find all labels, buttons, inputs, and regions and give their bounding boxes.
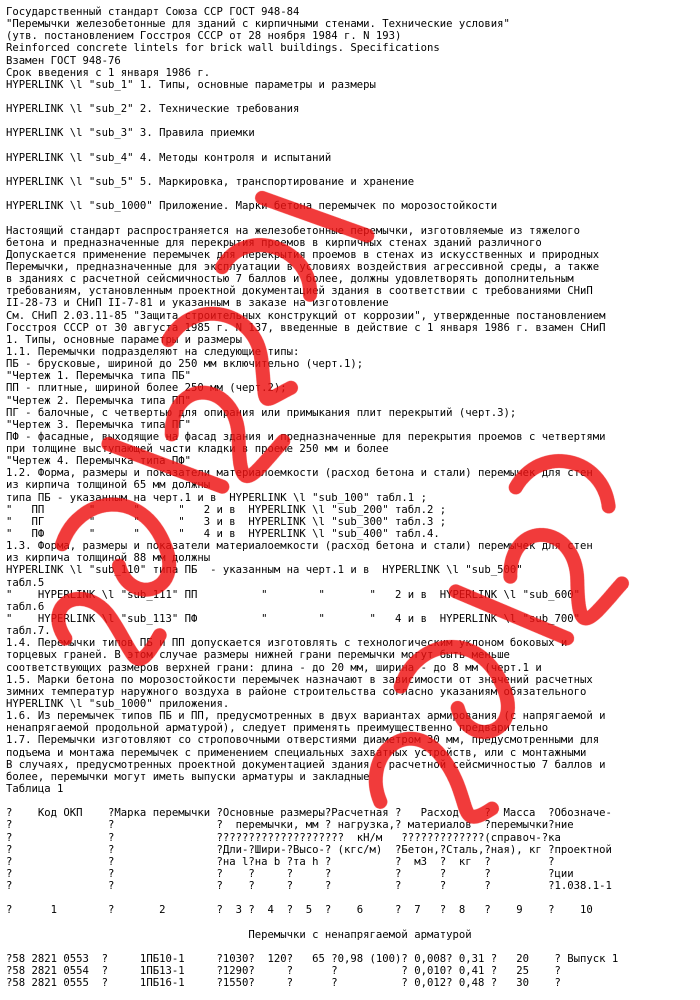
document-line: HYPERLINK \l "sub_1" 1. Типы, основные параметры и размеры <box>6 78 376 91</box>
document-line: Государственный стандарт Союза ССР ГОСТ 948-84 <box>6 6 300 18</box>
document-line: " HYPERLINK \l "sub_113" ПФ " " " 4 и в HYPERLINK \l "sub_700" <box>6 613 581 626</box>
document-line: ПП - плитные, шириной более 250 мм (черт.2); <box>6 382 287 395</box>
document-line: требованиям, установленным проектной документацией здания в соответствии с требованиями СНиП <box>6 285 593 298</box>
document-line: HYPERLINK \l "sub_5" 5. Маркировка, транспортирование и хранение <box>6 175 415 188</box>
document-line: HYPERLINK \l "sub_4" 4. Методы контроля и испытаний <box>6 151 332 164</box>
document-line: HYPERLINK \l "sub_1000" Приложение. Марки бетона перемычек по морозостойкости <box>6 200 498 213</box>
document-line: ? 1 ? 2 ? 3 ? 4 ? 5 ? 6 ? 7 ? 8 ? 9 ? 10 <box>6 904 593 917</box>
document-line: 1.6. Из перемычек типов ПБ и ПП, предусмотренных в двух вариантах армирования (с напрягаемой и <box>6 710 606 723</box>
document-line: "Чертеж 3. Перемычка типа ПГ" <box>6 418 191 431</box>
document-line: ? ? ? ? ? ? ? ? ? ?1.038.1-1 <box>6 880 612 893</box>
document-line: более, перемычки могут иметь выпуски арматуры и закладные <box>6 770 370 783</box>
document-line: (утв. постановлением Госстроя СССР от 28 ноября 1984 г. N 193) <box>6 30 402 43</box>
document-line <box>6 91 696 103</box>
document-line <box>6 212 696 224</box>
document-line: из кирпича толщиной 88 мм должны <box>6 552 211 565</box>
document-line <box>6 188 696 200</box>
document-line <box>6 941 696 953</box>
document-line: табл.5 <box>6 576 45 589</box>
document-line: ? ? ? ? ? ? ? ? ? ?ции <box>6 867 574 880</box>
document-line <box>6 115 696 127</box>
document-line <box>6 795 696 807</box>
document-line: Госстроя СССР от 30 августа 1985 г. N 137, введенные в действие с 1 января 1986 г. взамен СНиП <box>6 321 606 334</box>
document-line: ? ? ???????????????????? кН/м ?????????????(справоч-?ка <box>6 831 561 844</box>
document-line: 1.7. Перемычки изготовляют со строповочными отверстиями диаметром 30 мм, предусмотренными для <box>6 734 600 747</box>
document-line: " ПП " " " 2 и в HYPERLINK \l "sub_200" табл.2 ; <box>6 503 447 516</box>
document-line: 1.4. Перемычки типов ПБ и ПП допускается изготовлять с технологическим уклоном боковых и <box>6 637 568 650</box>
document-line <box>6 917 696 929</box>
document-line: Reinforced concrete lintels for brick wall buildings. Specifications <box>6 42 440 55</box>
document-line: 1.3. Форма, размеры и показатели материалоемкости (расход бетона и стали) перемычек для стен <box>6 540 593 553</box>
document-line: ? ? ?на l?на b ?та h ? ? м3 ? кг ? ? <box>6 855 555 868</box>
document-line <box>6 164 696 176</box>
document-line: "Перемычки железобетонные для зданий с кирпичными стенами. Технические условия" <box>6 18 510 31</box>
document-line: 1.2. Форма, размеры и показатели материалоемкости (расход бетона и стали) перемычек для стен <box>6 467 593 480</box>
document-line: ?58 2821 0555 ? 1ПБ16-1 ?1550? ? ? ? 0,012? 0,48 ? 30 ? <box>6 977 561 990</box>
document-line: " ПГ " " " 3 и в HYPERLINK \l "sub_300" табл.3 ; <box>6 515 447 528</box>
document-line: ? ? ?Дли-?Шири-?Высо-? (кгс/м) ?Бетон,?Сталь,?ная), кг ?проектной <box>6 843 612 856</box>
document-line <box>6 140 696 152</box>
document-line: бетона и предназначенные для перекрытия проемов в кирпичных стенах зданий различного <box>6 236 542 249</box>
document-line: II-28-73 и СНиП II-7-81 и указанным в заказе на изготовление <box>6 297 389 310</box>
document-line: Настоящий стандарт распространяется на железобетонные перемычки, изготовляемые из тяжелого <box>6 224 581 237</box>
document-line: при толщине выступающей части кладки в проеме 250 мм и более <box>6 443 389 456</box>
document-line: зимних температур наружного воздуха в районе строительства согласно указаниям обязательного <box>6 685 587 698</box>
document-line: ?58 2821 0554 ? 1ПБ13-1 ?1290? ? ? ? 0,010? 0,41 ? 25 ? <box>6 965 561 978</box>
document-line: В случаях, предусмотренных проектной документацией здания с расчетной сейсмичностью 7 баллов и <box>6 758 606 771</box>
document-line: соответствующих размеров верхней грани: длина - до 20 мм, ширина - до 8 мм (черт.1 и <box>6 661 542 674</box>
document-line: ПГ - балочные, с четвертью для опирания или примыкания плит перекрытий (черт.3); <box>6 406 517 419</box>
document-line: 1. Типы, основные параметры и размеры <box>6 333 242 346</box>
document-line: HYPERLINK \l "sub_2" 2. Технические требования <box>6 103 300 116</box>
document-line: " ПФ " " " 4 и в HYPERLINK \l "sub_400" табл.4. <box>6 528 440 541</box>
document-line: ? Код ОКП ?Марка перемычки ?Основные размеры?Расчетная ? Расход ? Масса ?Обозначе- <box>6 807 612 820</box>
document-line: табл.7. <box>6 625 51 638</box>
document-line: HYPERLINK \l "sub_1000" приложения. <box>6 698 230 711</box>
document-line: Срок введения с 1 января 1986 г. <box>6 66 211 79</box>
document-line: См. СНиП 2.03.11-85 "Защита строительных конструкций от коррозии", утвержденные постановлением <box>6 309 606 322</box>
document-line: ПБ - брусковые, шириной до 250 мм включительно (черт.1); <box>6 358 364 371</box>
document-line: ПФ - фасадные, выходящие на фасад здания и предназначенные для перекрытия проемов с четвертями <box>6 430 606 443</box>
document-line: "Чертеж 4. Перемычка типа ПФ" <box>6 455 191 468</box>
document-line: " HYPERLINK \l "sub_111" ПП " " " 2 и в HYPERLINK \l "sub_600" <box>6 588 581 601</box>
document-line: 1.1. Перемычки подразделяют на следующие типы: <box>6 345 300 358</box>
document-line: Перемычки, предназначенные для эксплуатации в условиях воздействия агрессивной среды, а также <box>6 260 600 273</box>
document-line: 1.5. Марки бетона по морозостойкости перемычек назначают в зависимости от значений расчетных <box>6 673 593 686</box>
document-line: Таблица 1 <box>6 783 64 795</box>
document-line: HYPERLINK \l "sub_3" 3. Правила приемки <box>6 127 255 140</box>
document-line: торцевых граней. В этом случае размеры нижней грани перемычки могут быть меньше <box>6 649 510 662</box>
document-line: табл.6 <box>6 600 45 613</box>
document-line: "Чертеж 2. Перемычка типа ПП" <box>6 394 191 407</box>
document-line: Допускается применение перемычек для перекрытия проемов в стенах из искусственных и природных <box>6 248 600 261</box>
document-line: "Чертеж 1. Перемычка типа ПБ" <box>6 370 191 383</box>
document-line: в зданиях с расчетной сейсмичностью 7 баллов и более, должны удовлетворять дополнительным <box>6 273 574 286</box>
document-line: подъема и монтажа перемычек с применением специальных захватных устройств, или с монтажными <box>6 746 587 759</box>
document-line: из кирпича толщиной 65 мм должны <box>6 479 211 492</box>
document-line: ненапрягаемой продольной арматурой), следует применять преимущественно предварительно <box>6 722 549 735</box>
document-line: Перемычки с ненапрягаемой арматурой <box>6 928 472 941</box>
document-line <box>6 892 696 904</box>
document-line: ? ? ? перемычки, мм ? нагрузка,? материалов ?перемычки?ние <box>6 819 574 832</box>
document-line: HYPERLINK \l "sub_110" типа ПБ - указанным на черт.1 и в HYPERLINK \l "sub_500" <box>6 564 523 577</box>
document-text <box>6 6 696 989</box>
document-line: ?58 2821 0553 ? 1ПБ10-1 ?1030? 120? 65 ?0,98 (100)? 0,008? 0,31 ? 20 ? Выпуск 1 <box>6 952 619 965</box>
document-line: Взамен ГОСТ 948-76 <box>6 54 121 67</box>
document-line: типа ПБ - указанным на черт.1 и в HYPERLINK \l "sub_100" табл.1 ; <box>6 491 427 504</box>
